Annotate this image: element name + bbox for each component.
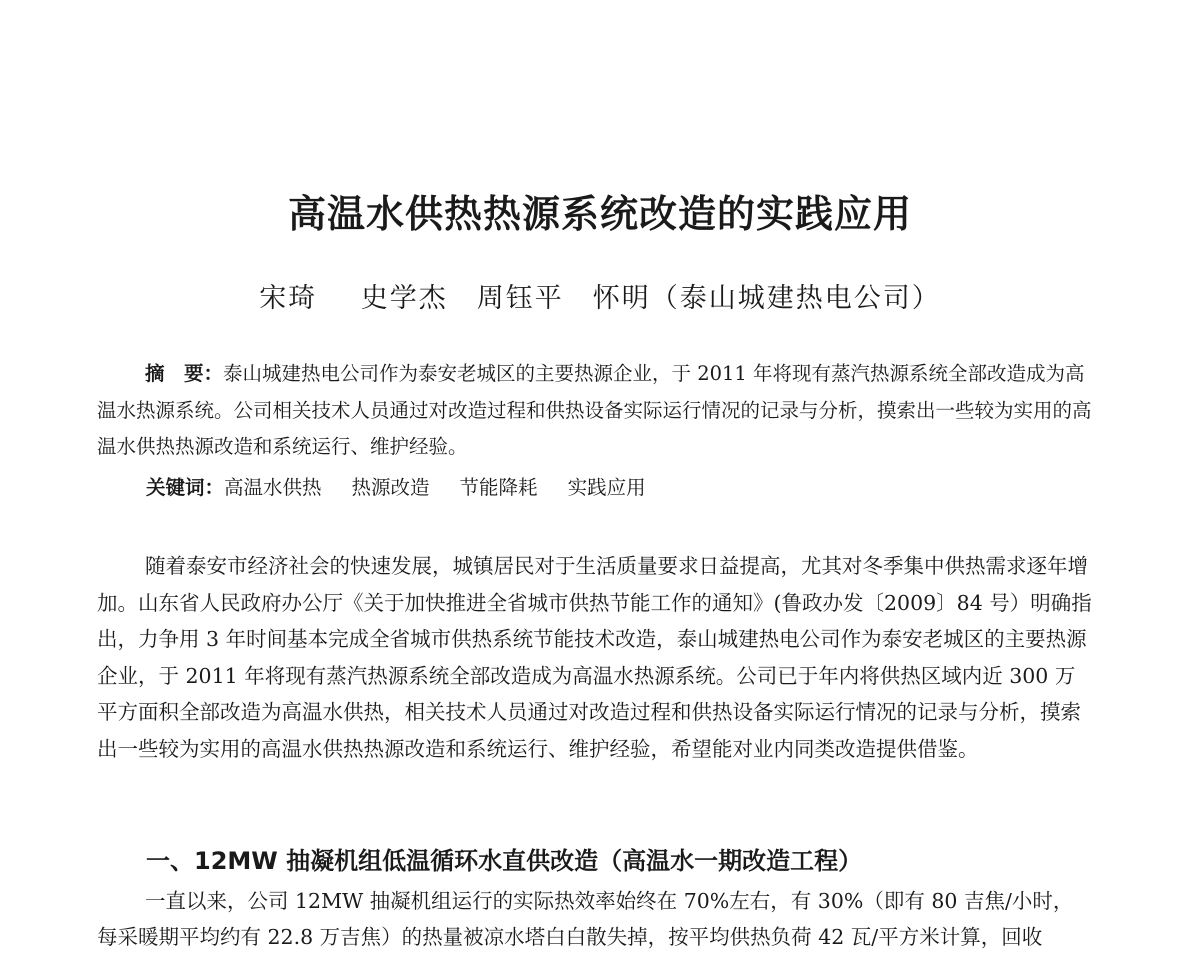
abstract-label: 摘 要： [145, 362, 224, 385]
paper-title: 高温水供热热源系统改造的实践应用 [287, 192, 912, 236]
keywords [146, 471, 1096, 505]
abstract [97, 356, 1092, 466]
keyword: 高温水供热 [224, 476, 322, 499]
keyword: 节能降耗 [459, 476, 538, 499]
keyword: 热源改造 [351, 476, 430, 499]
keyword: 实践应用 [567, 476, 646, 499]
keywords-label: 关键词： [146, 476, 225, 499]
section-paragraph: 一直以来，公司 12MW 抽凝机组运行的实际热效率始终在 70%左右，有 30%（即有 80 吉焦/小时，每采暖期平均约有 22.8 万吉焦）的热量被凉水塔白白散失掉，按平均供热负荷 42 瓦/平方米计算，回收 [97, 889, 1074, 949]
intro-paragraph: 随着泰安市经济社会的快速发展，城镇居民对于生活质量要求日益提高，尤其对冬季集中供热需求逐年增加。山东省人民政府办公厅《关于加快推进全省城市供热节能工作的通知》(鲁政办发〔2009〕84 号）明确指出，力争用 3 年时间基本完成全省城市供热系统节能技术改造，泰山城建热电公司作为泰安老城区的主要热源企业，于 2011 年将现有蒸汽热源系统全部改造成为高温水热源系统。公司已于年内将供热区域内近 300 万平方面积全部改造为高温水供热，相关技术人员通过对改造过程和供热设备实际运行情况的记录与分析，摸索出一些较为实用的高温水供热热源改造和系统运行、维护经验，希望能对业内同类改造提供借鉴。 [97, 554, 1092, 761]
abstract-text: 泰山城建热电公司作为泰安老城区的主要热源企业，于 2011 年将现有蒸汽热源系统全部改造成为高温水热源系统。公司相关技术人员通过对改造过程和供热设备实际运行情况的记录与分析，摸索出一些较为实用的高温水供热热源改造和系统运行、维护经验。 [97, 362, 1092, 458]
section-heading: 一、12MW 抽凝机组低温循环水直供改造（高温水一期改造工程） [146, 847, 863, 875]
authors-line: 宋琦 史学杰 周钰平 怀明（泰山城建热电公司） [259, 283, 941, 314]
